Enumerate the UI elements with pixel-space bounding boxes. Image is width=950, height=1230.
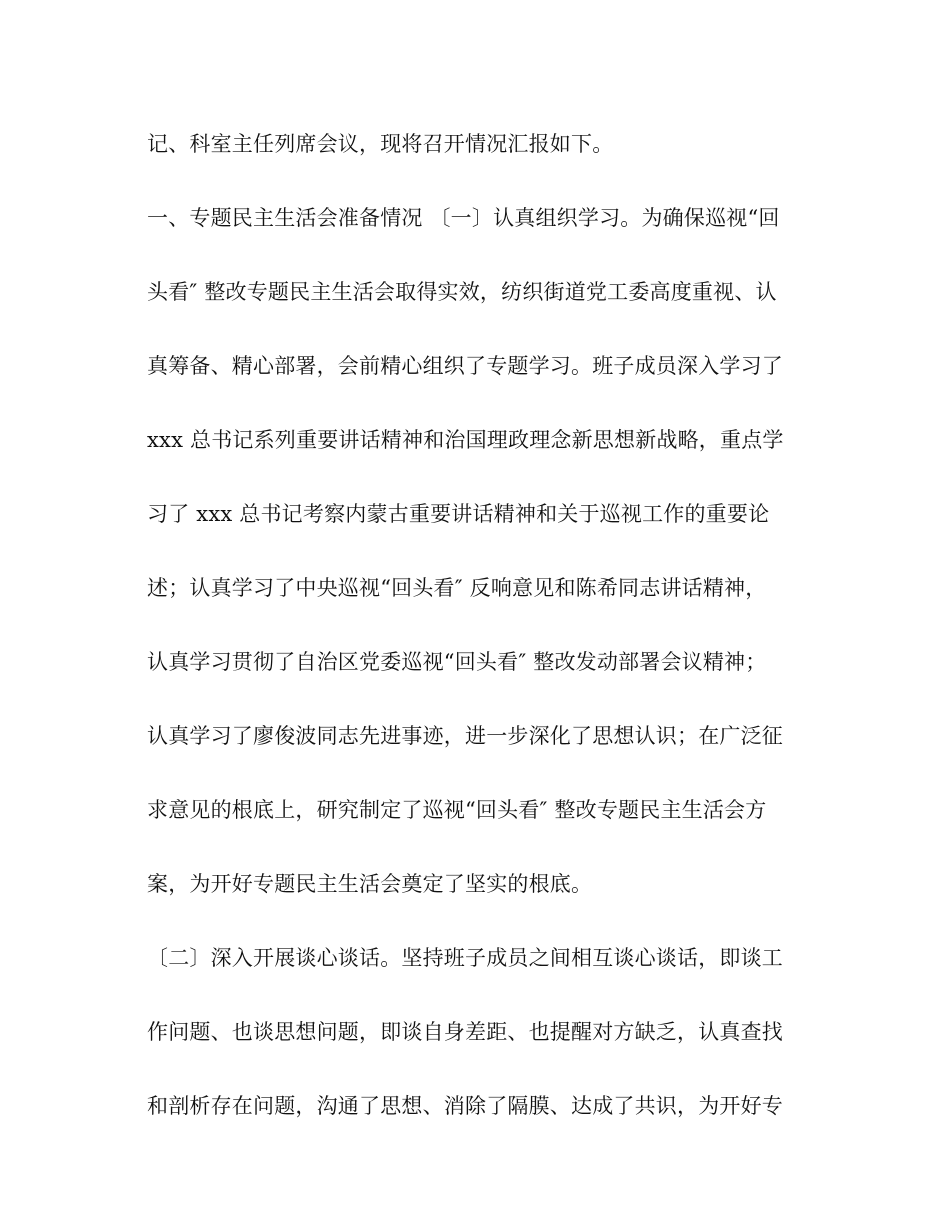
text-line-13: 作问题、也谈思想问题，即谈自身差距、也提醒对方缺乏，认真查找 <box>147 1020 783 1044</box>
text-line-12: 〔二〕深入开展谈心谈话。坚持班子成员之间相互谈心谈话，即谈工 <box>147 946 783 970</box>
text-line-11: 案，为开好专题民主生活会奠定了坚实的根底。 <box>147 872 593 896</box>
text-line-14: 和剖析存在问题，沟通了思想、消除了隔膜、达成了共识，为开好专 <box>147 1094 783 1118</box>
text-line-9: 认真学习了廖俊波同志先进事迹，进一步深化了思想认识；在广泛征 <box>147 724 783 748</box>
text-line-7: 述；认真学习了中央巡视“回头看″ 反响意见和陈希同志讲话精神， <box>147 576 767 600</box>
text-line-3: 头看″ 整改专题民主生活会取得实效，纺织街道党工委高度重视、认 <box>147 280 777 304</box>
text-line-4: 真筹备、精心部署，会前精心组织了专题学习。班子成员深入学习了 <box>147 354 783 378</box>
text-line-5: xxx 总书记系列重要讲话精神和治国理政理念新思想新战略，重点学 <box>147 428 784 452</box>
text-line-1: 记、科室主任列席会议，现将召开情况汇报如下。 <box>147 132 614 156</box>
text-line-2: 一、专题民主生活会准备情况 〔一〕认真组织学习。为确保巡视“回 <box>147 206 780 230</box>
text-line-8: 认真学习贯彻了自治区党委巡视“回头看″ 整改发动部署会议精神； <box>147 650 767 674</box>
text-line-6: 习了 xxx 总书记考察内蒙古重要讲话精神和关于巡视工作的重要论 <box>147 502 770 526</box>
text-line-10: 求意见的根底上，研究制定了巡视“回头看″ 整改专题民主生活会方 <box>147 798 767 822</box>
